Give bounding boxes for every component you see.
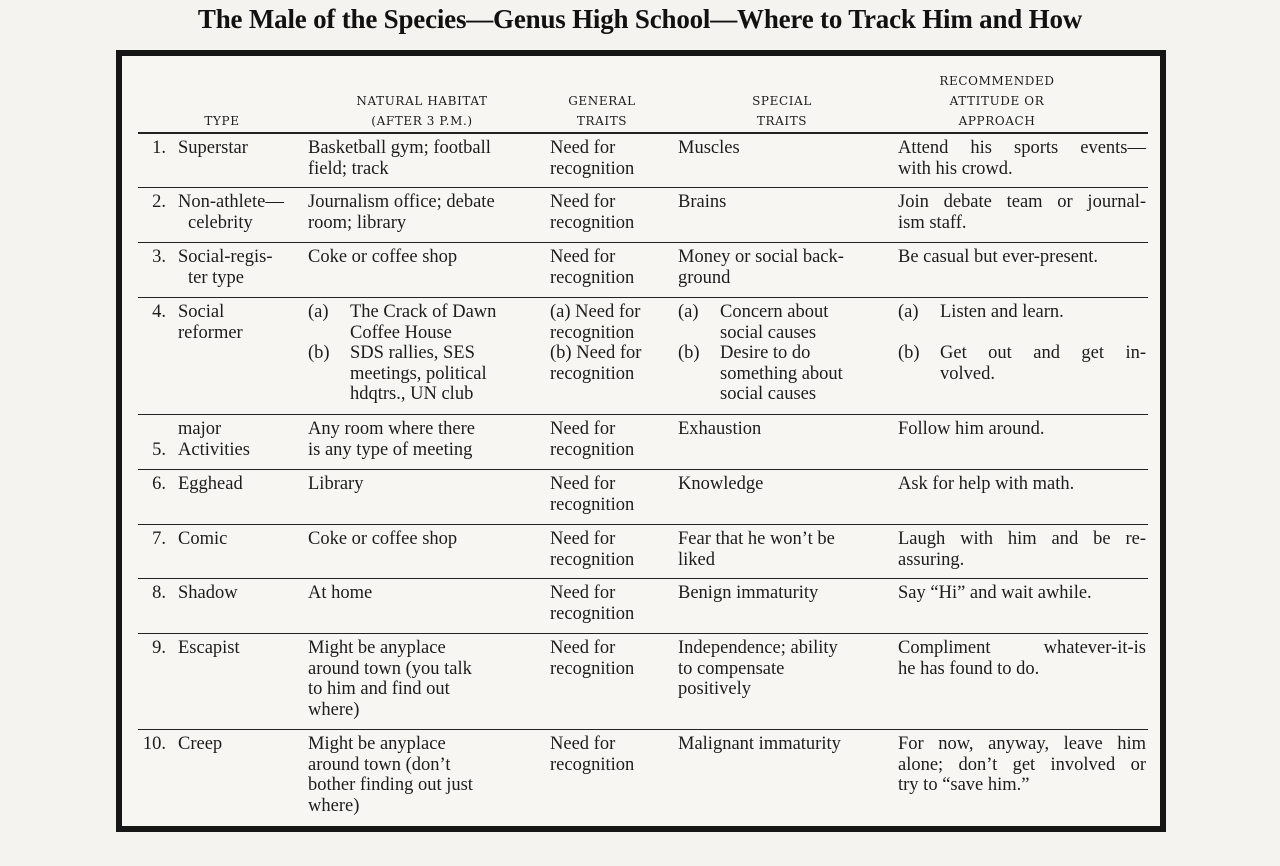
cell-line: Coke or coffee shop bbox=[308, 529, 458, 549]
table-row bbox=[138, 132, 1148, 189]
approach-cell bbox=[898, 529, 1146, 570]
cell-line: is any type of meeting bbox=[308, 439, 473, 460]
cell-line: to him and find out bbox=[308, 679, 450, 699]
cell-line: Muscles bbox=[678, 138, 740, 158]
sub-entry bbox=[550, 343, 675, 384]
cell-line: Need for bbox=[550, 474, 616, 494]
type-cell bbox=[178, 529, 318, 550]
header-type: TYPE bbox=[204, 114, 240, 128]
cell-line: ism staff. bbox=[898, 212, 967, 233]
approach-cell bbox=[898, 734, 1146, 796]
cell-line: assuring. bbox=[898, 549, 965, 570]
type-cell bbox=[178, 474, 318, 495]
cell-line: around town (you talk bbox=[308, 658, 472, 679]
table-row bbox=[138, 578, 1148, 634]
cell-line: Might be anyplace bbox=[308, 734, 446, 754]
cell-line: recognition bbox=[550, 658, 635, 679]
cell-line: Get out and get in- bbox=[940, 343, 1146, 363]
approach-cell bbox=[898, 192, 1146, 233]
cell-line: Knowledge bbox=[678, 474, 764, 494]
cell-line: Ask for help with math. bbox=[898, 474, 1075, 494]
sub-text bbox=[940, 343, 1146, 384]
approach-cell bbox=[898, 247, 1146, 268]
special-traits-cell bbox=[678, 247, 893, 288]
cell-line: Concern about bbox=[720, 302, 829, 322]
cell-line: Desire to do bbox=[720, 343, 811, 363]
cell-line: Need for bbox=[550, 583, 616, 603]
cell-line: Might be anyplace bbox=[308, 638, 446, 658]
general-traits-cell bbox=[550, 583, 675, 624]
row-number: 7. bbox=[152, 529, 166, 549]
cell-line: to compensate bbox=[678, 658, 785, 679]
sub-label: (a) bbox=[550, 302, 576, 322]
cell-line: ground bbox=[678, 267, 731, 288]
sub-text bbox=[350, 343, 548, 405]
cell-line: Be casual but ever-present. bbox=[898, 247, 1098, 267]
sub-text bbox=[720, 302, 893, 343]
header-approach: RECOMMENDED ATTITUDE OR APPROACH bbox=[939, 74, 1055, 128]
cell-line: Coffee House bbox=[350, 322, 452, 343]
habitat-cell bbox=[308, 247, 548, 268]
cell-line: Shadow bbox=[178, 583, 238, 603]
special-traits-cell bbox=[678, 638, 893, 700]
row-number: 1. bbox=[152, 138, 166, 158]
cell-line: Non-athlete— bbox=[178, 192, 284, 212]
page-title: The Male of the Species—Genus High School—Where to Track Him and How bbox=[197, 4, 1083, 34]
sub-label: (b) bbox=[550, 343, 577, 363]
special-traits-cell bbox=[678, 302, 893, 405]
cell-line: Need for bbox=[576, 343, 642, 363]
cell-line: For now, anyway, leave him bbox=[898, 734, 1146, 754]
sub-entry bbox=[308, 343, 548, 405]
cell-line: Activities bbox=[178, 439, 250, 460]
habitat-cell bbox=[308, 138, 548, 179]
table-frame bbox=[116, 50, 1166, 832]
habitat-cell bbox=[308, 734, 548, 816]
general-traits-cell bbox=[550, 474, 675, 515]
header-special-traits: SPECIAL TRAITS bbox=[752, 94, 812, 128]
habitat-cell bbox=[308, 474, 548, 495]
cell-line: recognition bbox=[550, 549, 635, 570]
habitat-cell bbox=[308, 583, 548, 604]
cell-line: Need for bbox=[550, 734, 616, 754]
row-number: 6. bbox=[152, 474, 166, 494]
type-cell bbox=[178, 247, 318, 288]
habitat-cell bbox=[308, 192, 548, 233]
special-traits-cell bbox=[678, 138, 893, 159]
cell-line: Money or social back- bbox=[678, 247, 844, 267]
cell-line: recognition bbox=[550, 267, 635, 288]
cell-line: major bbox=[178, 419, 222, 439]
cell-line: liked bbox=[678, 549, 715, 570]
table-row bbox=[138, 187, 1148, 243]
cell-line: Follow him around. bbox=[898, 419, 1045, 439]
header-habitat: NATURAL HABITAT (AFTER 3 P.M.) bbox=[356, 94, 488, 128]
habitat-cell bbox=[308, 419, 548, 460]
cell-line: Need for bbox=[550, 529, 616, 549]
row-number: 8. bbox=[152, 583, 166, 603]
type-cell bbox=[178, 583, 318, 604]
row-number: 5. bbox=[152, 439, 166, 460]
cell-line: where) bbox=[308, 795, 360, 816]
cell-line: Compliment whatever-it-is bbox=[898, 638, 1146, 658]
cell-line: positively bbox=[678, 679, 751, 699]
header-general-traits: GENERAL TRAITS bbox=[568, 94, 636, 128]
cell-line: Need for bbox=[550, 419, 616, 439]
sub-entry bbox=[308, 302, 548, 343]
sub-entry bbox=[678, 343, 893, 405]
cell-line: social causes bbox=[720, 384, 817, 404]
cell-line: around town (don’t bbox=[308, 754, 451, 775]
habitat-cell bbox=[308, 638, 548, 720]
cell-line: alone; don’t get involved or bbox=[898, 754, 1146, 775]
cell-line: reformer bbox=[178, 322, 243, 343]
cell-line: room; library bbox=[308, 212, 407, 233]
sub-entry bbox=[550, 302, 675, 343]
cell-line: field; track bbox=[308, 158, 389, 179]
cell-line: Creep bbox=[178, 734, 223, 754]
cell-line: something about bbox=[720, 363, 843, 384]
sub-label: (a) bbox=[678, 302, 699, 322]
table-row bbox=[138, 633, 1148, 730]
cell-line: recognition bbox=[550, 363, 635, 384]
type-cell bbox=[178, 734, 318, 755]
row-number: 2. bbox=[152, 192, 166, 212]
approach-cell bbox=[898, 419, 1146, 440]
cell-line: meetings, political bbox=[350, 363, 487, 384]
approach-cell bbox=[898, 138, 1146, 179]
type-cell bbox=[178, 192, 318, 233]
general-traits-cell bbox=[550, 419, 675, 460]
row-number: 10. bbox=[142, 734, 166, 754]
cell-line: recognition bbox=[550, 439, 635, 460]
cell-line: with his crowd. bbox=[898, 158, 1013, 179]
cell-line: Basketball gym; football bbox=[308, 138, 491, 158]
habitat-cell bbox=[308, 302, 548, 405]
type-cell bbox=[178, 138, 318, 159]
sub-text bbox=[350, 302, 548, 343]
sub-label: (b) bbox=[898, 343, 920, 363]
type-cell bbox=[178, 302, 318, 343]
sub-text bbox=[940, 302, 1146, 323]
table-row bbox=[138, 242, 1148, 298]
table-row bbox=[138, 524, 1148, 579]
type-cell bbox=[178, 638, 318, 659]
cell-line: recognition bbox=[550, 212, 635, 233]
cell-line: Brains bbox=[678, 192, 727, 212]
sub-entry bbox=[678, 302, 893, 343]
approach-cell bbox=[898, 302, 1146, 384]
table-row bbox=[138, 297, 1148, 415]
cell-line: Coke or coffee shop bbox=[308, 247, 458, 267]
table-row bbox=[138, 729, 1148, 830]
cell-line: At home bbox=[308, 583, 373, 603]
cell-line: The Crack of Dawn bbox=[350, 302, 497, 322]
sub-text bbox=[720, 343, 893, 405]
cell-line: Listen and learn. bbox=[940, 302, 1064, 322]
cell-line: Need for bbox=[550, 638, 616, 658]
cell-line: Need for bbox=[550, 192, 616, 212]
cell-line: Independence; ability bbox=[678, 638, 838, 658]
special-traits-cell bbox=[678, 474, 893, 495]
sub-label: (b) bbox=[308, 343, 330, 363]
cell-line: Need for bbox=[575, 302, 641, 322]
sub-entry bbox=[898, 302, 1146, 323]
type-cell bbox=[178, 419, 318, 460]
general-traits-cell bbox=[550, 529, 675, 570]
approach-cell bbox=[898, 474, 1146, 495]
cell-line: Superstar bbox=[178, 138, 248, 158]
special-traits-cell bbox=[678, 583, 893, 604]
cell-line: Exhaustion bbox=[678, 419, 762, 439]
cell-line: Journalism office; debate bbox=[308, 192, 495, 212]
cell-line: he has found to do. bbox=[898, 658, 1040, 679]
cell-line: recognition bbox=[550, 322, 635, 343]
special-traits-cell bbox=[678, 734, 893, 755]
approach-cell bbox=[898, 583, 1146, 604]
special-traits-cell bbox=[678, 419, 893, 440]
cell-line: bother finding out just bbox=[308, 775, 473, 795]
general-traits-cell bbox=[550, 138, 675, 179]
table-row bbox=[138, 469, 1148, 525]
cell-line: Say “Hi” and wait awhile. bbox=[898, 583, 1092, 603]
cell-line: Egghead bbox=[178, 474, 243, 494]
sub-label: (b) bbox=[678, 343, 700, 363]
cell-line: Any room where there bbox=[308, 419, 475, 439]
cell-line: recognition bbox=[550, 494, 635, 515]
cell-line: Social-regis- bbox=[178, 247, 273, 267]
cell-line: try to “save him.” bbox=[898, 775, 1030, 795]
table-row bbox=[138, 414, 1148, 470]
cell-line: recognition bbox=[550, 158, 635, 179]
cell-line: Escapist bbox=[178, 638, 240, 658]
cell-line: Laugh with him and be re- bbox=[898, 529, 1146, 549]
cell-line: celebrity bbox=[188, 212, 253, 233]
cell-line: Comic bbox=[178, 529, 228, 549]
cell-line: Need for bbox=[550, 138, 616, 158]
general-traits-cell bbox=[550, 247, 675, 288]
cell-line: volved. bbox=[940, 363, 995, 384]
cell-line: Library bbox=[308, 474, 364, 494]
sub-label: (a) bbox=[898, 302, 919, 322]
row-number: 9. bbox=[152, 638, 166, 658]
cell-line: where) bbox=[308, 699, 360, 720]
row-number: 4. bbox=[152, 302, 166, 322]
cell-line: Join debate team or journal- bbox=[898, 192, 1146, 212]
cell-line: Malignant immaturity bbox=[678, 734, 841, 754]
special-traits-cell bbox=[678, 529, 893, 570]
general-traits-cell bbox=[550, 192, 675, 233]
row-number: 3. bbox=[152, 247, 166, 267]
cell-line: recognition bbox=[550, 754, 635, 775]
cell-line: SDS rallies, SES bbox=[350, 343, 475, 363]
cell-line: Need for bbox=[550, 247, 616, 267]
general-traits-cell bbox=[550, 302, 675, 384]
cell-line: social causes bbox=[720, 322, 817, 343]
general-traits-cell bbox=[550, 638, 675, 679]
habitat-cell bbox=[308, 529, 548, 550]
approach-cell bbox=[898, 638, 1146, 679]
sub-label: (a) bbox=[308, 302, 329, 322]
cell-line: Social bbox=[178, 302, 225, 322]
cell-line: Benign immaturity bbox=[678, 583, 819, 603]
sub-entry bbox=[898, 343, 1146, 384]
general-traits-cell bbox=[550, 734, 675, 775]
cell-line: recognition bbox=[550, 603, 635, 624]
special-traits-cell bbox=[678, 192, 893, 213]
cell-line: Fear that he won’t be bbox=[678, 529, 835, 549]
cell-line: hdqtrs., UN club bbox=[350, 384, 474, 404]
cell-line: Attend his sports events— bbox=[898, 138, 1146, 158]
cell-line: ter type bbox=[188, 267, 244, 288]
